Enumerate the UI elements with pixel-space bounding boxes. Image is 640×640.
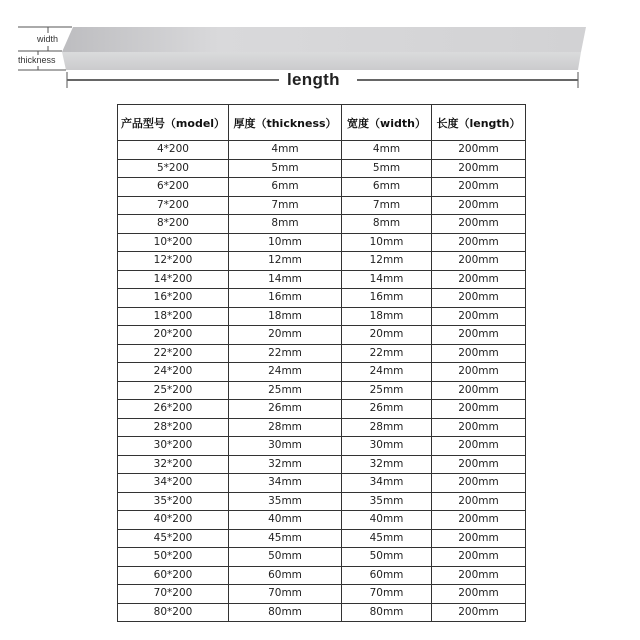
table-row <box>118 270 526 289</box>
table-row <box>118 141 526 160</box>
cell-width: 34mm <box>342 474 432 493</box>
cell-length: 200mm <box>432 289 526 308</box>
cell-length: 200mm <box>432 492 526 511</box>
spec-table <box>117 104 526 622</box>
cell-thickness: 10mm <box>229 233 342 252</box>
cell-thickness: 26mm <box>229 400 342 419</box>
cell-width: 60mm <box>342 566 432 585</box>
cell-width: 4mm <box>342 141 432 160</box>
table-row <box>118 492 526 511</box>
cell-thickness: 6mm <box>229 178 342 197</box>
cell-thickness: 16mm <box>229 289 342 308</box>
table-row <box>118 252 526 271</box>
table-row <box>118 474 526 493</box>
length-label: length <box>287 70 340 89</box>
cell-model: 16*200 <box>118 289 229 308</box>
cell-length: 200mm <box>432 252 526 271</box>
cell-thickness: 14mm <box>229 270 342 289</box>
cell-model: 20*200 <box>118 326 229 345</box>
cell-model: 35*200 <box>118 492 229 511</box>
cell-model: 7*200 <box>118 196 229 215</box>
steel-bar-diagram <box>0 0 640 100</box>
cell-length: 200mm <box>432 233 526 252</box>
cell-length: 200mm <box>432 566 526 585</box>
cell-thickness: 24mm <box>229 363 342 382</box>
cell-model: 26*200 <box>118 400 229 419</box>
cell-length: 200mm <box>432 178 526 197</box>
cell-width: 14mm <box>342 270 432 289</box>
cell-model: 8*200 <box>118 215 229 234</box>
cell-width: 50mm <box>342 548 432 567</box>
cell-thickness: 60mm <box>229 566 342 585</box>
cell-model: 22*200 <box>118 344 229 363</box>
cell-model: 14*200 <box>118 270 229 289</box>
cell-width: 30mm <box>342 437 432 456</box>
cell-width: 28mm <box>342 418 432 437</box>
cell-model: 10*200 <box>118 233 229 252</box>
header-width: 宽度（width） <box>342 105 432 141</box>
cell-length: 200mm <box>432 529 526 548</box>
cell-thickness: 4mm <box>229 141 342 160</box>
cell-model: 60*200 <box>118 566 229 585</box>
table-row <box>118 585 526 604</box>
table-row <box>118 178 526 197</box>
table-body <box>118 141 526 622</box>
cell-model: 32*200 <box>118 455 229 474</box>
cell-thickness: 8mm <box>229 215 342 234</box>
cell-thickness: 18mm <box>229 307 342 326</box>
table-row <box>118 529 526 548</box>
cell-width: 8mm <box>342 215 432 234</box>
cell-length: 200mm <box>432 548 526 567</box>
cell-width: 35mm <box>342 492 432 511</box>
cell-width: 26mm <box>342 400 432 419</box>
cell-thickness: 12mm <box>229 252 342 271</box>
header-thickness: 厚度（thickness） <box>229 105 342 141</box>
cell-model: 30*200 <box>118 437 229 456</box>
table-row <box>118 381 526 400</box>
cell-length: 200mm <box>432 474 526 493</box>
table-row <box>118 215 526 234</box>
cell-length: 200mm <box>432 196 526 215</box>
table-row <box>118 511 526 530</box>
cell-model: 70*200 <box>118 585 229 604</box>
cell-length: 200mm <box>432 215 526 234</box>
cell-model: 40*200 <box>118 511 229 530</box>
cell-width: 80mm <box>342 603 432 622</box>
cell-width: 20mm <box>342 326 432 345</box>
cell-length: 200mm <box>432 381 526 400</box>
cell-model: 45*200 <box>118 529 229 548</box>
cell-model: 18*200 <box>118 307 229 326</box>
cell-model: 50*200 <box>118 548 229 567</box>
width-label: width <box>37 34 59 44</box>
cell-thickness: 32mm <box>229 455 342 474</box>
table-row <box>118 307 526 326</box>
cell-width: 40mm <box>342 511 432 530</box>
table-row <box>118 603 526 622</box>
table-row <box>118 289 526 308</box>
cell-model: 24*200 <box>118 363 229 382</box>
cell-model: 12*200 <box>118 252 229 271</box>
cell-thickness: 40mm <box>229 511 342 530</box>
cell-length: 200mm <box>432 270 526 289</box>
cell-width: 25mm <box>342 381 432 400</box>
cell-model: 80*200 <box>118 603 229 622</box>
cell-thickness: 45mm <box>229 529 342 548</box>
cell-thickness: 20mm <box>229 326 342 345</box>
cell-model: 5*200 <box>118 159 229 178</box>
cell-width: 10mm <box>342 233 432 252</box>
cell-width: 45mm <box>342 529 432 548</box>
cell-thickness: 30mm <box>229 437 342 456</box>
table-row <box>118 455 526 474</box>
cell-model: 6*200 <box>118 178 229 197</box>
cell-thickness: 80mm <box>229 603 342 622</box>
table-row <box>118 566 526 585</box>
cell-model: 28*200 <box>118 418 229 437</box>
cell-model: 25*200 <box>118 381 229 400</box>
cell-thickness: 28mm <box>229 418 342 437</box>
cell-width: 22mm <box>342 344 432 363</box>
cell-width: 12mm <box>342 252 432 271</box>
table-row <box>118 437 526 456</box>
cell-width: 32mm <box>342 455 432 474</box>
table-row <box>118 548 526 567</box>
table-row <box>118 196 526 215</box>
table-row <box>118 326 526 345</box>
header-model: 产品型号（model） <box>118 105 229 141</box>
cell-length: 200mm <box>432 363 526 382</box>
cell-length: 200mm <box>432 418 526 437</box>
table-row <box>118 363 526 382</box>
cell-length: 200mm <box>432 326 526 345</box>
cell-length: 200mm <box>432 307 526 326</box>
cell-length: 200mm <box>432 511 526 530</box>
cell-length: 200mm <box>432 603 526 622</box>
table-row <box>118 418 526 437</box>
table-row <box>118 344 526 363</box>
cell-width: 16mm <box>342 289 432 308</box>
header-length: 长度（length） <box>432 105 526 141</box>
cell-length: 200mm <box>432 585 526 604</box>
table-row <box>118 400 526 419</box>
cell-thickness: 70mm <box>229 585 342 604</box>
cell-width: 70mm <box>342 585 432 604</box>
cell-width: 18mm <box>342 307 432 326</box>
cell-thickness: 7mm <box>229 196 342 215</box>
table-row <box>118 233 526 252</box>
cell-length: 200mm <box>432 141 526 160</box>
cell-thickness: 25mm <box>229 381 342 400</box>
cell-thickness: 35mm <box>229 492 342 511</box>
cell-width: 6mm <box>342 178 432 197</box>
cell-thickness: 50mm <box>229 548 342 567</box>
cell-thickness: 5mm <box>229 159 342 178</box>
cell-thickness: 22mm <box>229 344 342 363</box>
cell-thickness: 34mm <box>229 474 342 493</box>
cell-length: 200mm <box>432 437 526 456</box>
header-row <box>118 105 526 141</box>
cell-length: 200mm <box>432 455 526 474</box>
cell-width: 7mm <box>342 196 432 215</box>
table-row <box>118 159 526 178</box>
cell-length: 200mm <box>432 344 526 363</box>
cell-length: 200mm <box>432 400 526 419</box>
thickness-label: thickness <box>18 55 56 65</box>
cell-model: 34*200 <box>118 474 229 493</box>
cell-model: 4*200 <box>118 141 229 160</box>
cell-width: 24mm <box>342 363 432 382</box>
cell-width: 5mm <box>342 159 432 178</box>
cell-length: 200mm <box>432 159 526 178</box>
